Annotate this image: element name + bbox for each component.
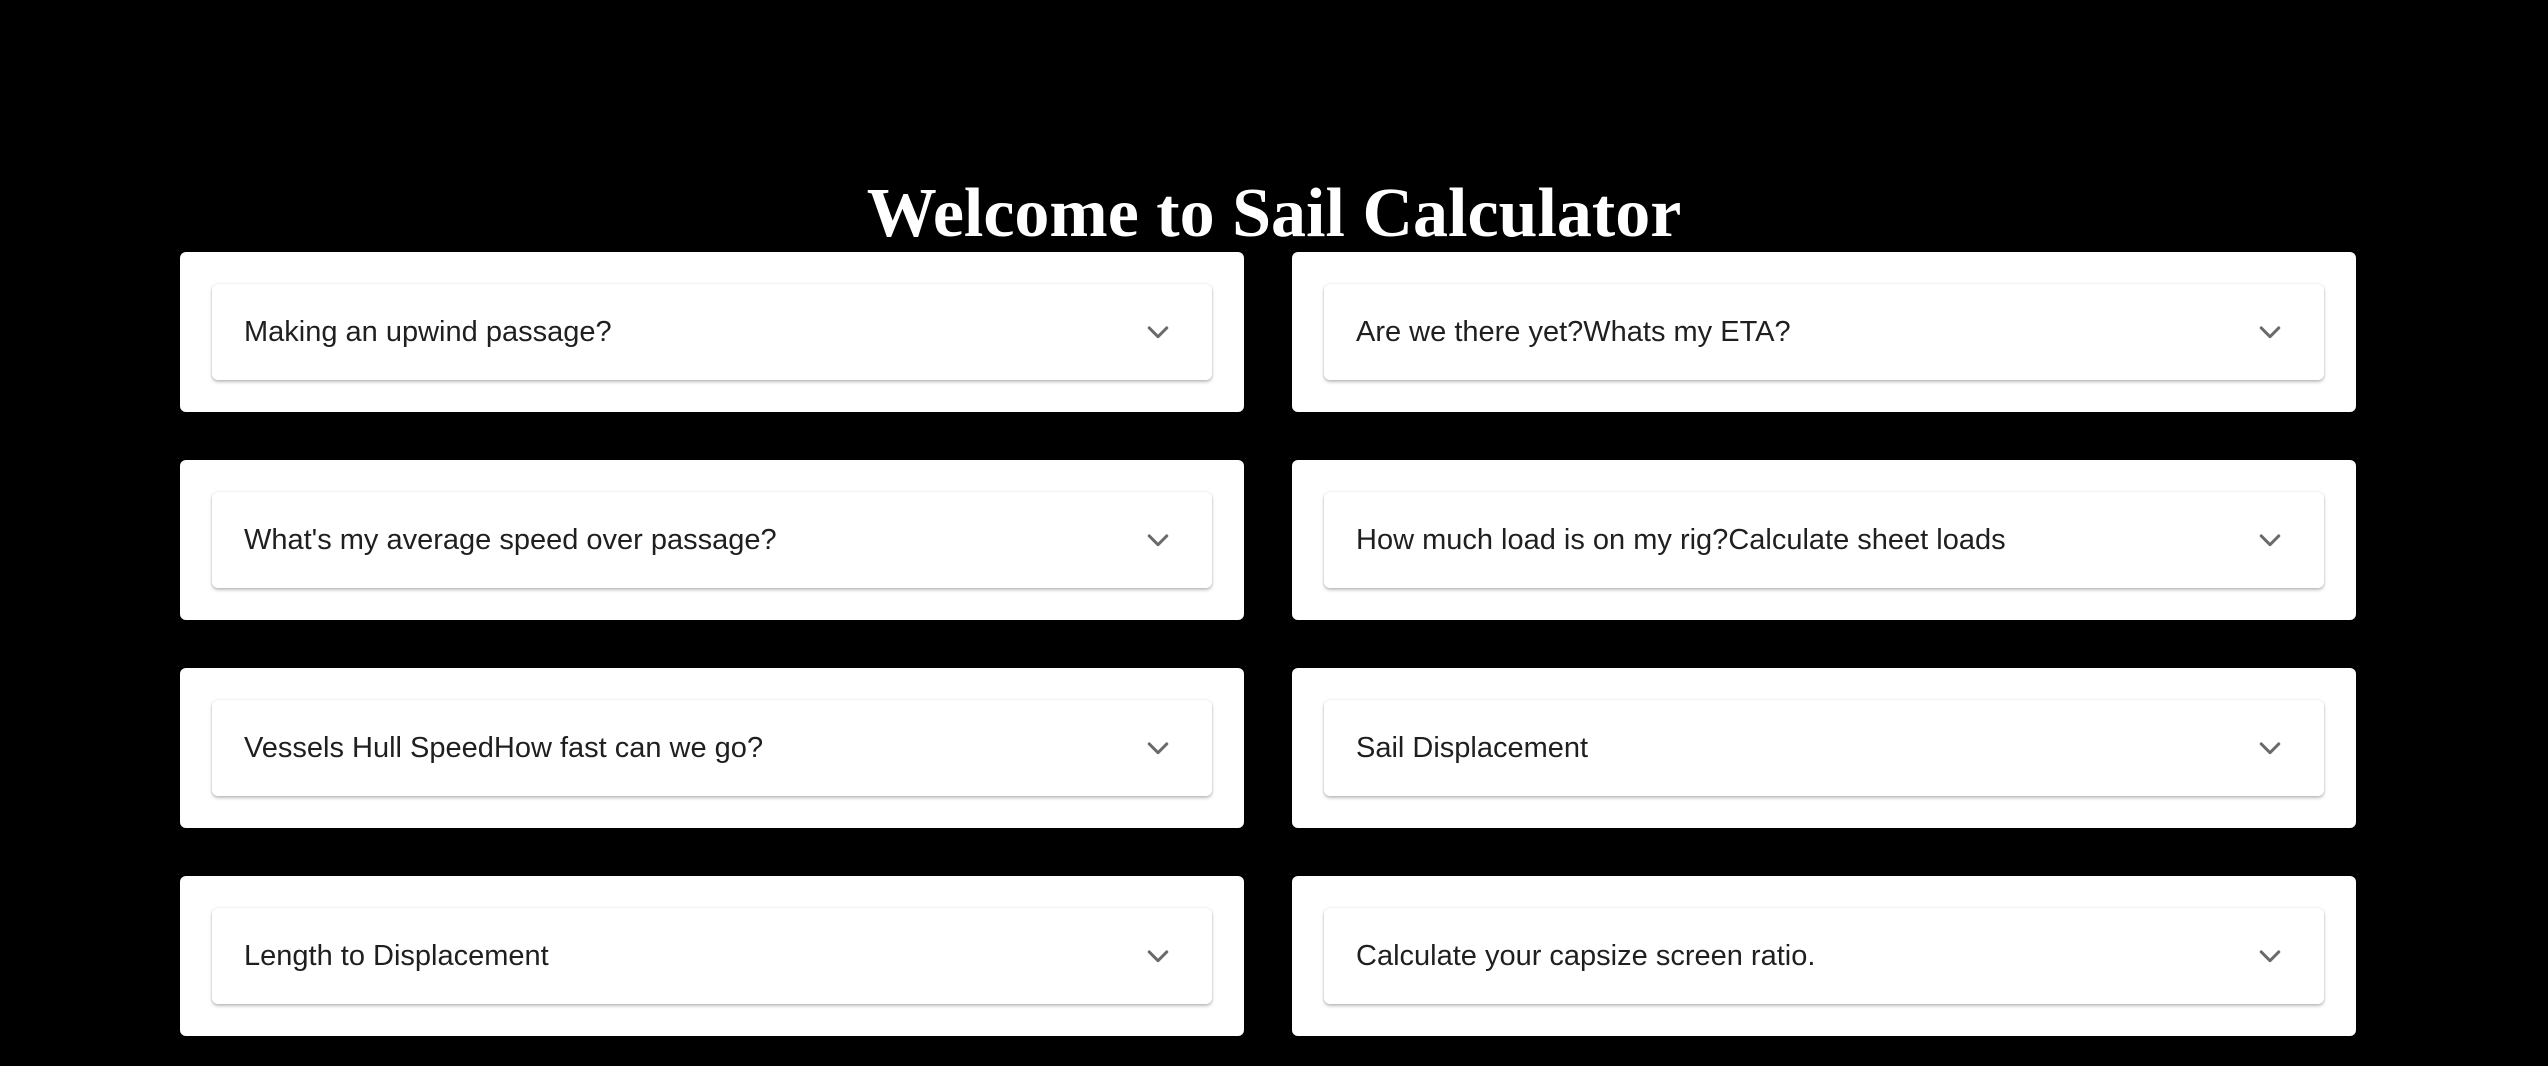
calculator-card-upwind-passage (180, 252, 1244, 412)
accordion-label: Are we there yet?Whats my ETA? (1356, 315, 1791, 348)
chevron-down-icon[interactable] (1144, 942, 1172, 970)
calculator-card-sheet-loads (1292, 460, 2356, 620)
chevron-down-icon[interactable] (1144, 318, 1172, 346)
page-title: Welcome to Sail Calculator (866, 175, 1682, 252)
accordion-label: What's my average speed over passage? (244, 523, 777, 556)
chevron-down-icon[interactable] (2256, 526, 2284, 554)
calculator-card-average-speed (180, 460, 1244, 620)
accordion-sheet-loads[interactable] (1324, 492, 2324, 588)
accordion-label: Length to Displacement (244, 939, 549, 972)
accordion-label: Sail Displacement (1356, 731, 1589, 764)
chevron-down-icon[interactable] (2256, 734, 2284, 762)
chevron-down-icon[interactable] (1144, 526, 1172, 554)
calculator-grid (180, 252, 2356, 1036)
accordion-label: How much load is on my rig?Calculate sheet loads (1356, 523, 2006, 556)
accordion-sail-displacement[interactable] (1324, 700, 2324, 796)
calculator-card-eta (1292, 252, 2356, 412)
accordion-eta[interactable] (1324, 284, 2324, 380)
accordion-label: Calculate your capsize screen ratio. (1356, 939, 1816, 972)
calculator-card-length-displacement (180, 876, 1244, 1036)
accordion-length-displacement[interactable] (212, 908, 1212, 1004)
accordion-average-speed[interactable] (212, 492, 1212, 588)
accordion-hull-speed[interactable] (212, 700, 1212, 796)
calculator-card-sail-displacement (1292, 668, 2356, 828)
chevron-down-icon[interactable] (1144, 734, 1172, 762)
accordion-label: Vessels Hull SpeedHow fast can we go? (244, 731, 764, 764)
chevron-down-icon[interactable] (2256, 318, 2284, 346)
chevron-down-icon[interactable] (2256, 942, 2284, 970)
calculator-card-hull-speed (180, 668, 1244, 828)
accordion-upwind-passage[interactable] (212, 284, 1212, 380)
accordion-capsize-ratio[interactable] (1324, 908, 2324, 1004)
calculator-card-capsize-ratio (1292, 876, 2356, 1036)
accordion-label: Making an upwind passage? (244, 315, 612, 348)
